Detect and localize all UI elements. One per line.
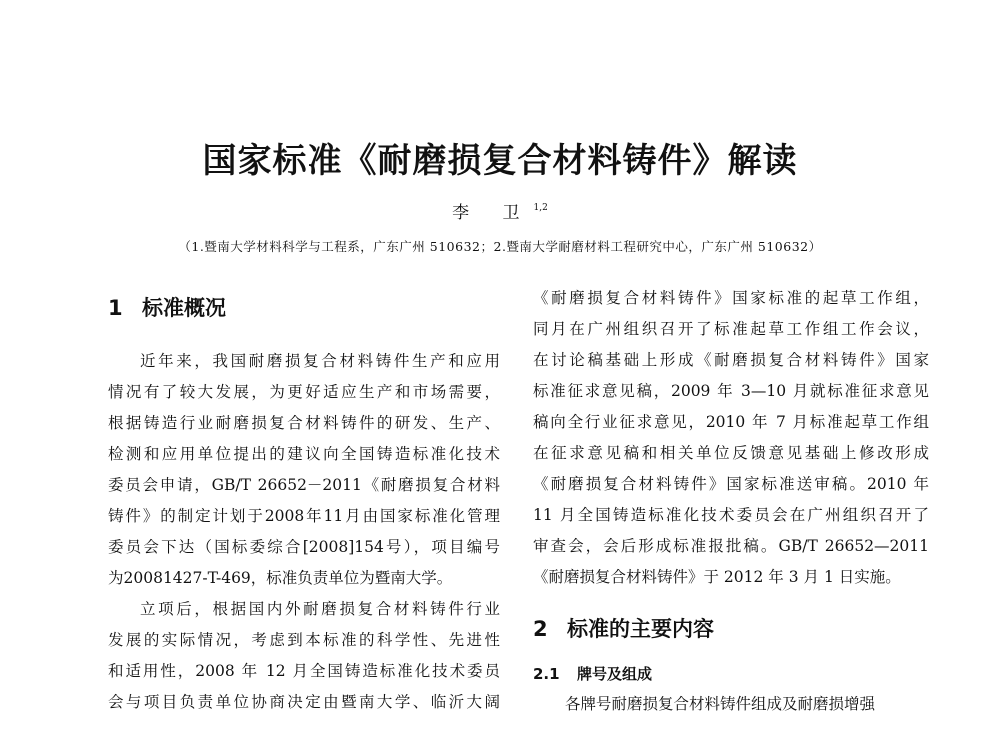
- text-line: 各牌号耐磨损复合材料铸件组成及耐磨损增强: [565, 695, 876, 713]
- text-line: 委员会下达（国标委综合[2008]154号），项目编号: [108, 538, 500, 556]
- section-title: 标准的主要内容: [567, 617, 714, 641]
- text-line: 会与项目负责单位协商决定由暨南大学、临沂大阔: [108, 693, 500, 711]
- left-column: [108, 290, 500, 718]
- text-line: 稿向全行业征求意见，2010 年 7 月标准起草工作组: [533, 413, 929, 431]
- section-heading: [533, 611, 929, 647]
- author-name: 李 卫: [452, 203, 534, 223]
- paragraph: [108, 594, 500, 718]
- text-line: 立项后，根据国内外耐磨损复合材料铸件行业: [140, 600, 500, 618]
- text-line: 标准征求意见稿，2009 年 3—10 月就标准征求意见: [533, 382, 929, 400]
- text-line: 11 月全国铸造标准化技术委员会在广州组织召开了: [533, 506, 929, 524]
- subsection-heading: [533, 659, 929, 689]
- paragraph: [533, 689, 929, 720]
- author-affiliation-marks: 1,2: [533, 203, 548, 213]
- text-line: 为20081427-T-469，标准负责单位为暨南大学。: [108, 569, 453, 587]
- subsection-title: 牌号及组成: [577, 665, 653, 683]
- text-line: 在征求意见稿和相关单位反馈意见基础上修改形成: [533, 444, 929, 462]
- text-line: 检测和应用单位提出的建议向全国铸造标准化技术: [108, 445, 500, 463]
- affiliation: （1.暨南大学材料科学与工程系，广东广州 510632；2.暨南大学耐磨材料工程研究中心，广东广州 510632）: [178, 239, 822, 254]
- text-line: 近年来，我国耐磨损复合材料铸件生产和应用: [140, 352, 500, 370]
- section-number: 2: [533, 617, 548, 641]
- text-line: 审查会，会后形成标准报批稿。GB/T 26652—2011: [533, 537, 929, 555]
- text-line: 铸件》的制定计划于2008年11月由国家标准化管理: [108, 507, 500, 525]
- text-line: 发展的实际情况，考虑到本标准的科学性、先进性: [108, 631, 500, 649]
- text-line: 根据铸造行业耐磨损复合材料铸件的研发、生产、: [108, 414, 500, 432]
- section-number: 1: [108, 296, 123, 320]
- section-heading: [108, 290, 500, 326]
- paragraph: [533, 283, 929, 593]
- text-line: 同月在广州组织召开了标准起草工作组工作会议，: [533, 320, 929, 338]
- text-line: 情况有了较大发展，为更好适应生产和市场需要，: [108, 383, 500, 401]
- right-column: [533, 283, 929, 720]
- text-line: 《耐磨损复合材料铸件》国家标准送审稿。2010 年: [533, 475, 929, 493]
- text-line: 和适用性，2008 年 12 月全国铸造标准化技术委员: [108, 662, 500, 680]
- section-title: 标准概况: [142, 296, 226, 320]
- paragraph: [108, 346, 500, 594]
- text-line: 《耐磨损复合材料铸件》国家标准的起草工作组，: [533, 289, 929, 307]
- author-line: [0, 198, 1000, 223]
- text-line: 委员会申请，GB/T 26652－2011《耐磨损复合材料: [108, 476, 500, 494]
- subsection-number: 2.1: [533, 665, 560, 683]
- text-line: 在讨论稿基础上形成《耐磨损复合材料铸件》国家: [533, 351, 929, 369]
- paper-title: 国家标准《耐磨损复合材料铸件》解读: [202, 141, 798, 181]
- text-line: 《耐磨损复合材料铸件》于 2012 年 3 月 1 日实施。: [533, 568, 901, 586]
